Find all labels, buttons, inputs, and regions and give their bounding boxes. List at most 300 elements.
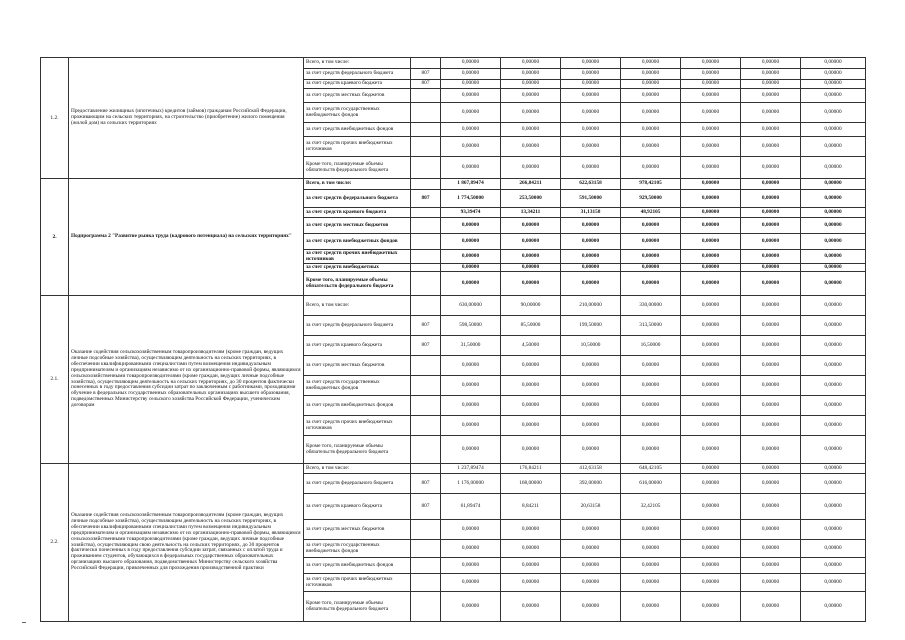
amount-cell: 0,00000 bbox=[681, 436, 741, 464]
budget-code bbox=[411, 250, 441, 264]
amount-cell: 0,00000 bbox=[741, 416, 801, 436]
amount-cell: 48,92105 bbox=[621, 208, 681, 218]
amount-cell: 0,00000 bbox=[681, 474, 741, 494]
funding-source: за счет средств федерального бюджета bbox=[304, 474, 411, 494]
budget-code bbox=[411, 272, 441, 296]
budget-code: 807 bbox=[411, 316, 441, 336]
amount-cell: 0,00000 bbox=[441, 396, 501, 416]
amount-cell: 0,00000 bbox=[561, 436, 621, 464]
amount-cell: 0,00000 bbox=[561, 558, 621, 574]
amount-cell: 0,00000 bbox=[681, 574, 741, 592]
amount-cell: 199,50000 bbox=[561, 316, 621, 336]
amount-cell: 31,50000 bbox=[441, 336, 501, 356]
funding-source: Всего, в том числе: bbox=[304, 296, 411, 316]
amount-cell: 0,00000 bbox=[441, 69, 501, 80]
amount-cell: 0,00000 bbox=[501, 103, 561, 123]
budget-code: 807 bbox=[411, 190, 441, 208]
amount-cell: 0,00000 bbox=[741, 137, 801, 157]
amount-cell: 0,00000 bbox=[741, 69, 801, 80]
amount-cell: 0,00000 bbox=[801, 336, 866, 356]
amount-cell: 0,00000 bbox=[621, 80, 681, 89]
amount-cell: 0,00000 bbox=[801, 296, 866, 316]
amount-cell: 0,00000 bbox=[621, 264, 681, 272]
amount-cell: 1 867,89474 bbox=[441, 179, 501, 190]
table-row bbox=[41, 179, 866, 190]
funding-source: за счет средств местных бюджетов bbox=[304, 89, 411, 103]
amount-cell: 0,00000 bbox=[501, 272, 561, 296]
amount-cell: 0,00000 bbox=[501, 157, 561, 179]
budget-code bbox=[411, 416, 441, 436]
amount-cell: 0,00000 bbox=[561, 123, 621, 137]
funding-source: за счет средств государственных внебюджетных фондов bbox=[304, 103, 411, 123]
amount-cell: 0,00000 bbox=[801, 264, 866, 272]
budget-table bbox=[40, 57, 866, 622]
amount-cell: 0,00000 bbox=[741, 474, 801, 494]
amount-cell: 0,00000 bbox=[741, 592, 801, 622]
budget-code bbox=[411, 157, 441, 179]
amount-cell: 0,00000 bbox=[741, 574, 801, 592]
amount-cell: 0,00000 bbox=[561, 80, 621, 89]
amount-cell: 0,00000 bbox=[801, 103, 866, 123]
budget-code: 807 bbox=[411, 336, 441, 356]
budget-code bbox=[411, 574, 441, 592]
amount-cell: 648,42105 bbox=[621, 464, 681, 474]
amount-cell: 0,00000 bbox=[621, 356, 681, 376]
amount-cell: 0,00000 bbox=[561, 416, 621, 436]
amount-cell: 0,00000 bbox=[681, 234, 741, 250]
funding-source: Кроме того, планируемые объемы обязательств федерального бюджета bbox=[304, 436, 411, 464]
amount-cell: 0,00000 bbox=[801, 250, 866, 264]
amount-cell: 0,00000 bbox=[441, 436, 501, 464]
budget-code bbox=[411, 234, 441, 250]
budget-code bbox=[411, 376, 441, 396]
amount-cell: 0,00000 bbox=[441, 416, 501, 436]
amount-cell: 0,00000 bbox=[741, 58, 801, 69]
amount-cell: 8,84211 bbox=[501, 494, 561, 520]
amount-cell: 0,00000 bbox=[741, 250, 801, 264]
amount-cell: 0,00000 bbox=[501, 558, 561, 574]
amount-cell: 0,00000 bbox=[561, 264, 621, 272]
amount-cell: 0,00000 bbox=[621, 592, 681, 622]
amount-cell: 0,00000 bbox=[561, 69, 621, 80]
amount-cell: 0,00000 bbox=[621, 396, 681, 416]
funding-source: за счет средств местных бюджетов bbox=[304, 520, 411, 540]
amount-cell: 0,00000 bbox=[501, 264, 561, 272]
amount-cell: 0,00000 bbox=[741, 336, 801, 356]
budget-code bbox=[411, 540, 441, 558]
funding-source: за счет средств государственных внебюджетных фондов bbox=[304, 376, 411, 396]
amount-cell: 0,00000 bbox=[621, 137, 681, 157]
amount-cell: 0,00000 bbox=[441, 272, 501, 296]
amount-cell: 598,50000 bbox=[441, 316, 501, 336]
amount-cell: 0,00000 bbox=[801, 316, 866, 336]
amount-cell: 0,00000 bbox=[441, 376, 501, 396]
funding-source: за счет средств прочих внебюджетных источников bbox=[304, 574, 411, 592]
amount-cell: 0,00000 bbox=[621, 416, 681, 436]
funding-source: Всего, в том числе: bbox=[304, 179, 411, 190]
amount-cell: 0,00000 bbox=[741, 376, 801, 396]
amount-cell: 0,00000 bbox=[501, 436, 561, 464]
amount-cell: 0,00000 bbox=[801, 208, 866, 218]
amount-cell: 0,00000 bbox=[801, 58, 866, 69]
amount-cell: 0,00000 bbox=[441, 234, 501, 250]
amount-cell: 630,00000 bbox=[441, 296, 501, 316]
budget-code bbox=[411, 296, 441, 316]
amount-cell: 0,00000 bbox=[561, 272, 621, 296]
amount-cell: 0,00000 bbox=[561, 103, 621, 123]
budget-code bbox=[411, 264, 441, 272]
amount-cell: 93,39474 bbox=[441, 208, 501, 218]
amount-cell: 0,00000 bbox=[801, 494, 866, 520]
amount-cell: 0,00000 bbox=[741, 89, 801, 103]
amount-cell: 0,00000 bbox=[741, 123, 801, 137]
amount-cell: 0,00000 bbox=[801, 137, 866, 157]
amount-cell: 0,00000 bbox=[561, 137, 621, 157]
amount-cell: 0,00000 bbox=[441, 558, 501, 574]
amount-cell: 0,00000 bbox=[621, 272, 681, 296]
budget-code: 807 bbox=[411, 69, 441, 80]
amount-cell: 0,00000 bbox=[441, 157, 501, 179]
funding-source: за счет средств прочих внебюджетных источников bbox=[304, 137, 411, 157]
amount-cell: 0,00000 bbox=[681, 336, 741, 356]
amount-cell: 0,00000 bbox=[741, 356, 801, 376]
amount-cell: 0,00000 bbox=[741, 190, 801, 208]
amount-cell: 0,00000 bbox=[681, 123, 741, 137]
amount-cell: 0,00000 bbox=[681, 89, 741, 103]
amount-cell: 0,00000 bbox=[801, 436, 866, 464]
amount-cell: 0,00000 bbox=[621, 157, 681, 179]
funding-source: за счет средств местных бюджетов bbox=[304, 356, 411, 376]
amount-cell: 0,00000 bbox=[681, 218, 741, 234]
amount-cell: 0,00000 bbox=[501, 89, 561, 103]
amount-cell: 0,00000 bbox=[441, 123, 501, 137]
budget-code bbox=[411, 218, 441, 234]
funding-source: за счет средств краевого бюджета bbox=[304, 336, 411, 356]
amount-cell: 0,00000 bbox=[741, 316, 801, 336]
amount-cell: 0,00000 bbox=[801, 416, 866, 436]
budget-code bbox=[411, 520, 441, 540]
section-number: 2.1. bbox=[41, 296, 69, 464]
section-number: 1.2. bbox=[41, 58, 69, 179]
amount-cell: 0,00000 bbox=[801, 356, 866, 376]
amount-cell: 0,00000 bbox=[441, 218, 501, 234]
amount-cell: 0,00000 bbox=[681, 58, 741, 69]
amount-cell: 0,00000 bbox=[621, 103, 681, 123]
budget-code bbox=[411, 396, 441, 416]
amount-cell: 0,00000 bbox=[741, 179, 801, 190]
amount-cell: 0,00000 bbox=[741, 494, 801, 520]
amount-cell: 0,00000 bbox=[801, 80, 866, 89]
page-mark bbox=[22, 622, 26, 623]
amount-cell: 330,00000 bbox=[621, 296, 681, 316]
funding-source: Всего, в том числе: bbox=[304, 58, 411, 69]
section-name: Оказание содействия сельскохозяйственным товаропроизводителям (кроме граждан, ведущих личные подсобные хозяйства), осуществляющим деятельность на сельских территориях, в обеспечении квалифицированными специалистами путем возмещения индивидуальным предпринимателям и организациям независимо от их организационно-правовой формы, являющимся сельскохозяйственными товаропроизводителями (кроме граждан, ведущих личные подсобные хозяйства), осуществляющим деятельность на сельских территориях, до 30 процентов фактически понесенных в году предоставления субсидии затрат по заключенным с работниками, проходящими обучение в федеральных государственных образовательных организациях высшего образования, подведомственных Министерству сельского хозяйства Российской Федерации, ученическим договорам bbox=[69, 296, 304, 464]
amount-cell: 0,00000 bbox=[621, 574, 681, 592]
amount-cell: 0,00000 bbox=[681, 208, 741, 218]
amount-cell: 0,00000 bbox=[681, 416, 741, 436]
amount-cell: 0,00000 bbox=[681, 396, 741, 416]
amount-cell: 0,00000 bbox=[801, 234, 866, 250]
funding-source: за счет средств внебюджетных фондов bbox=[304, 234, 411, 250]
section-name: Подпрограмма 2 "Развитие рынка труда (кадрового потенциала) на сельских территориях" bbox=[69, 179, 304, 296]
amount-cell: 0,00000 bbox=[741, 436, 801, 464]
amount-cell: 85,50000 bbox=[501, 316, 561, 336]
section-name: Предоставление жилищных (ипотечных) кредитов (займов) гражданам Российской Федерации, проживающим на сельских территориях, на строительство (приобретение) жилого помещения (жилой дом) на сельских территориях bbox=[69, 58, 304, 179]
budget-code bbox=[411, 137, 441, 157]
amount-cell: 0,00000 bbox=[441, 520, 501, 540]
funding-source: за счет средств внебюджетных фондов bbox=[304, 123, 411, 137]
amount-cell: 0,00000 bbox=[441, 89, 501, 103]
funding-source: за счет средств федерального бюджета bbox=[304, 69, 411, 80]
amount-cell: 0,00000 bbox=[801, 123, 866, 137]
amount-cell: 0,00000 bbox=[681, 264, 741, 272]
amount-cell: 0,00000 bbox=[501, 574, 561, 592]
amount-cell: 20,63158 bbox=[561, 494, 621, 520]
section-number: 2.2. bbox=[41, 464, 69, 622]
amount-cell: 0,00000 bbox=[501, 123, 561, 137]
amount-cell: 0,00000 bbox=[801, 69, 866, 80]
amount-cell: 168,00000 bbox=[501, 474, 561, 494]
amount-cell: 10,50000 bbox=[561, 336, 621, 356]
amount-cell: 0,00000 bbox=[741, 396, 801, 416]
amount-cell: 0,00000 bbox=[681, 376, 741, 396]
amount-cell: 0,00000 bbox=[801, 157, 866, 179]
amount-cell: 0,00000 bbox=[441, 356, 501, 376]
budget-code bbox=[411, 558, 441, 574]
amount-cell: 0,00000 bbox=[501, 218, 561, 234]
amount-cell: 0,00000 bbox=[561, 89, 621, 103]
amount-cell: 0,00000 bbox=[501, 396, 561, 416]
amount-cell: 0,00000 bbox=[561, 58, 621, 69]
amount-cell: 0,00000 bbox=[441, 137, 501, 157]
amount-cell: 61,89474 bbox=[441, 494, 501, 520]
funding-source: за счет средств государственных внебюджетных фондов bbox=[304, 540, 411, 558]
budget-code bbox=[411, 592, 441, 622]
amount-cell: 0,00000 bbox=[561, 540, 621, 558]
amount-cell: 929,50000 bbox=[621, 190, 681, 208]
amount-cell: 978,42105 bbox=[621, 179, 681, 190]
amount-cell: 210,00000 bbox=[561, 296, 621, 316]
amount-cell: 0,00000 bbox=[621, 540, 681, 558]
table-row bbox=[41, 464, 866, 474]
amount-cell: 0,00000 bbox=[501, 520, 561, 540]
amount-cell: 0,00000 bbox=[501, 137, 561, 157]
amount-cell: 0,00000 bbox=[441, 58, 501, 69]
amount-cell: 0,00000 bbox=[681, 592, 741, 622]
amount-cell: 0,00000 bbox=[561, 396, 621, 416]
amount-cell: 0,00000 bbox=[741, 464, 801, 474]
amount-cell: 0,00000 bbox=[561, 157, 621, 179]
amount-cell: 0,00000 bbox=[681, 103, 741, 123]
amount-cell: 0,00000 bbox=[621, 218, 681, 234]
amount-cell: 0,00000 bbox=[561, 218, 621, 234]
budget-code bbox=[411, 89, 441, 103]
amount-cell: 0,00000 bbox=[681, 540, 741, 558]
amount-cell: 0,00000 bbox=[681, 558, 741, 574]
budget-code bbox=[411, 179, 441, 190]
funding-source: за счет средств внебюджетных bbox=[304, 264, 411, 272]
amount-cell: 0,00000 bbox=[801, 592, 866, 622]
amount-cell: 0,00000 bbox=[441, 103, 501, 123]
budget-code bbox=[411, 464, 441, 474]
amount-cell: 0,00000 bbox=[501, 80, 561, 89]
section-name: Оказание содействия сельскохозяйственным товаропроизводителям (кроме граждан, ведущих личные подсобные хозяйства), осуществляющим деятельность на сельских территориях, в обеспечении квалифицированными специалистами путем возмещения индивидуальным предпринимателям и организациям независимо от их организационно-правовой формы, являющимся сельскохозяйственными товаропроизводителями (кроме граждан, ведущих личные подсобные хозяйства), осуществляющим свою деятельность на сельских территориях, до 30 процентов фактически понесенных в году предоставления субсидии затрат, связанных с оплатой труда и проживанием студентов, обучающихся в федеральных государственных образовательных организациях высшего образования, подведомственных Министерству сельского хозяйства Российской Федерации, привлеченных для прохождения производственной практики bbox=[69, 464, 304, 622]
amount-cell: 253,50000 bbox=[501, 190, 561, 208]
amount-cell: 0,00000 bbox=[681, 494, 741, 520]
funding-source: за счет средств краевого бюджета bbox=[304, 80, 411, 89]
amount-cell: 0,00000 bbox=[561, 376, 621, 396]
amount-cell: 412,63158 bbox=[561, 464, 621, 474]
budget-code bbox=[411, 58, 441, 69]
amount-cell: 0,00000 bbox=[441, 264, 501, 272]
amount-cell: 0,00000 bbox=[741, 264, 801, 272]
amount-cell: 0,00000 bbox=[621, 436, 681, 464]
amount-cell: 0,00000 bbox=[801, 396, 866, 416]
amount-cell: 0,00000 bbox=[441, 250, 501, 264]
amount-cell: 616,00000 bbox=[621, 474, 681, 494]
amount-cell: 32,42105 bbox=[621, 494, 681, 520]
amount-cell: 176,84211 bbox=[501, 464, 561, 474]
table-body bbox=[41, 58, 866, 622]
amount-cell: 0,00000 bbox=[501, 234, 561, 250]
amount-cell: 0,00000 bbox=[681, 179, 741, 190]
amount-cell: 0,00000 bbox=[801, 520, 866, 540]
funding-source: Кроме того, планируемые объемы обязательств федерального бюджета bbox=[304, 157, 411, 179]
funding-source: Кроме того, планируемые объемы обязательств федерального бюджета bbox=[304, 592, 411, 622]
budget-code bbox=[411, 436, 441, 464]
amount-cell: 0,00000 bbox=[561, 234, 621, 250]
funding-source: за счет средств краевого бюджета bbox=[304, 208, 411, 218]
amount-cell: 0,00000 bbox=[561, 520, 621, 540]
amount-cell: 622,63158 bbox=[561, 179, 621, 190]
table-row bbox=[41, 296, 866, 316]
amount-cell: 90,00000 bbox=[501, 296, 561, 316]
amount-cell: 0,00000 bbox=[801, 540, 866, 558]
amount-cell: 0,00000 bbox=[741, 208, 801, 218]
amount-cell: 0,00000 bbox=[801, 89, 866, 103]
amount-cell: 0,00000 bbox=[741, 103, 801, 123]
amount-cell: 0,00000 bbox=[681, 272, 741, 296]
funding-source: за счет средств внебюджетных фондов bbox=[304, 396, 411, 416]
amount-cell: 0,00000 bbox=[441, 592, 501, 622]
amount-cell: 0,00000 bbox=[441, 574, 501, 592]
amount-cell: 0,00000 bbox=[801, 464, 866, 474]
budget-code bbox=[411, 123, 441, 137]
budget-code bbox=[411, 356, 441, 376]
budget-code bbox=[411, 103, 441, 123]
amount-cell: 0,00000 bbox=[501, 416, 561, 436]
amount-cell: 0,00000 bbox=[681, 157, 741, 179]
amount-cell: 1 176,00000 bbox=[441, 474, 501, 494]
amount-cell: 0,00000 bbox=[681, 69, 741, 80]
budget-code bbox=[411, 208, 441, 218]
amount-cell: 0,00000 bbox=[681, 316, 741, 336]
amount-cell: 0,00000 bbox=[501, 376, 561, 396]
amount-cell: 0,00000 bbox=[681, 190, 741, 208]
amount-cell: 0,00000 bbox=[741, 218, 801, 234]
funding-source: за счет средств краевого бюджета bbox=[304, 494, 411, 520]
amount-cell: 0,00000 bbox=[561, 574, 621, 592]
amount-cell: 0,00000 bbox=[621, 69, 681, 80]
budget-code: 807 bbox=[411, 80, 441, 89]
amount-cell: 0,00000 bbox=[801, 376, 866, 396]
amount-cell: 0,00000 bbox=[681, 464, 741, 474]
amount-cell: 1 237,89474 bbox=[441, 464, 501, 474]
amount-cell: 0,00000 bbox=[441, 80, 501, 89]
amount-cell: 0,00000 bbox=[561, 250, 621, 264]
amount-cell: 0,00000 bbox=[681, 137, 741, 157]
amount-cell: 0,00000 bbox=[561, 592, 621, 622]
amount-cell: 0,00000 bbox=[621, 520, 681, 540]
amount-cell: 0,00000 bbox=[621, 376, 681, 396]
amount-cell: 0,00000 bbox=[501, 592, 561, 622]
budget-code: 807 bbox=[411, 474, 441, 494]
budget-code: 807 bbox=[411, 494, 441, 520]
amount-cell: 0,00000 bbox=[681, 80, 741, 89]
amount-cell: 0,00000 bbox=[561, 356, 621, 376]
amount-cell: 13,34211 bbox=[501, 208, 561, 218]
amount-cell: 31,13158 bbox=[561, 208, 621, 218]
amount-cell: 0,00000 bbox=[621, 234, 681, 250]
funding-source: за счет средств прочих внебюджетных источников bbox=[304, 416, 411, 436]
amount-cell: 0,00000 bbox=[621, 123, 681, 137]
funding-source: за счет средств прочих внебюджетных источников bbox=[304, 250, 411, 264]
amount-cell: 0,00000 bbox=[741, 234, 801, 250]
amount-cell: 0,00000 bbox=[801, 558, 866, 574]
amount-cell: 392,00000 bbox=[561, 474, 621, 494]
amount-cell: 0,00000 bbox=[621, 58, 681, 69]
amount-cell: 0,00000 bbox=[681, 250, 741, 264]
amount-cell: 0,00000 bbox=[741, 520, 801, 540]
funding-source: Кроме того, планируемые объемы обязательств федерального бюджета bbox=[304, 272, 411, 296]
amount-cell: 0,00000 bbox=[681, 520, 741, 540]
section-number: 2. bbox=[41, 179, 69, 296]
amount-cell: 313,50000 bbox=[621, 316, 681, 336]
amount-cell: 0,00000 bbox=[501, 250, 561, 264]
funding-source: за счет средств местных бюджетов bbox=[304, 218, 411, 234]
amount-cell: 0,00000 bbox=[621, 558, 681, 574]
amount-cell: 0,00000 bbox=[681, 296, 741, 316]
amount-cell: 0,00000 bbox=[801, 574, 866, 592]
amount-cell: 0,00000 bbox=[501, 58, 561, 69]
amount-cell: 591,50000 bbox=[561, 190, 621, 208]
amount-cell: 0,00000 bbox=[621, 250, 681, 264]
amount-cell: 0,00000 bbox=[681, 356, 741, 376]
amount-cell: 0,00000 bbox=[801, 218, 866, 234]
funding-source: за счет средств федерального бюджета bbox=[304, 190, 411, 208]
amount-cell: 0,00000 bbox=[801, 474, 866, 494]
amount-cell: 0,00000 bbox=[741, 157, 801, 179]
amount-cell: 266,84211 bbox=[501, 179, 561, 190]
amount-cell: 0,00000 bbox=[741, 558, 801, 574]
amount-cell: 0,00000 bbox=[801, 179, 866, 190]
funding-source: за счет средств федерального бюджета bbox=[304, 316, 411, 336]
table-row bbox=[41, 58, 866, 69]
funding-source: Всего, в том числе: bbox=[304, 464, 411, 474]
amount-cell: 0,00000 bbox=[501, 356, 561, 376]
amount-cell: 4,50000 bbox=[501, 336, 561, 356]
funding-source: за счет средств внебюджетных фондов bbox=[304, 558, 411, 574]
amount-cell: 0,00000 bbox=[741, 272, 801, 296]
amount-cell: 0,00000 bbox=[741, 80, 801, 89]
amount-cell: 16,50000 bbox=[621, 336, 681, 356]
amount-cell: 1 774,50000 bbox=[441, 190, 501, 208]
amount-cell: 0,00000 bbox=[501, 540, 561, 558]
amount-cell: 0,00000 bbox=[441, 540, 501, 558]
amount-cell: 0,00000 bbox=[741, 540, 801, 558]
amount-cell: 0,00000 bbox=[741, 296, 801, 316]
amount-cell: 0,00000 bbox=[501, 69, 561, 80]
